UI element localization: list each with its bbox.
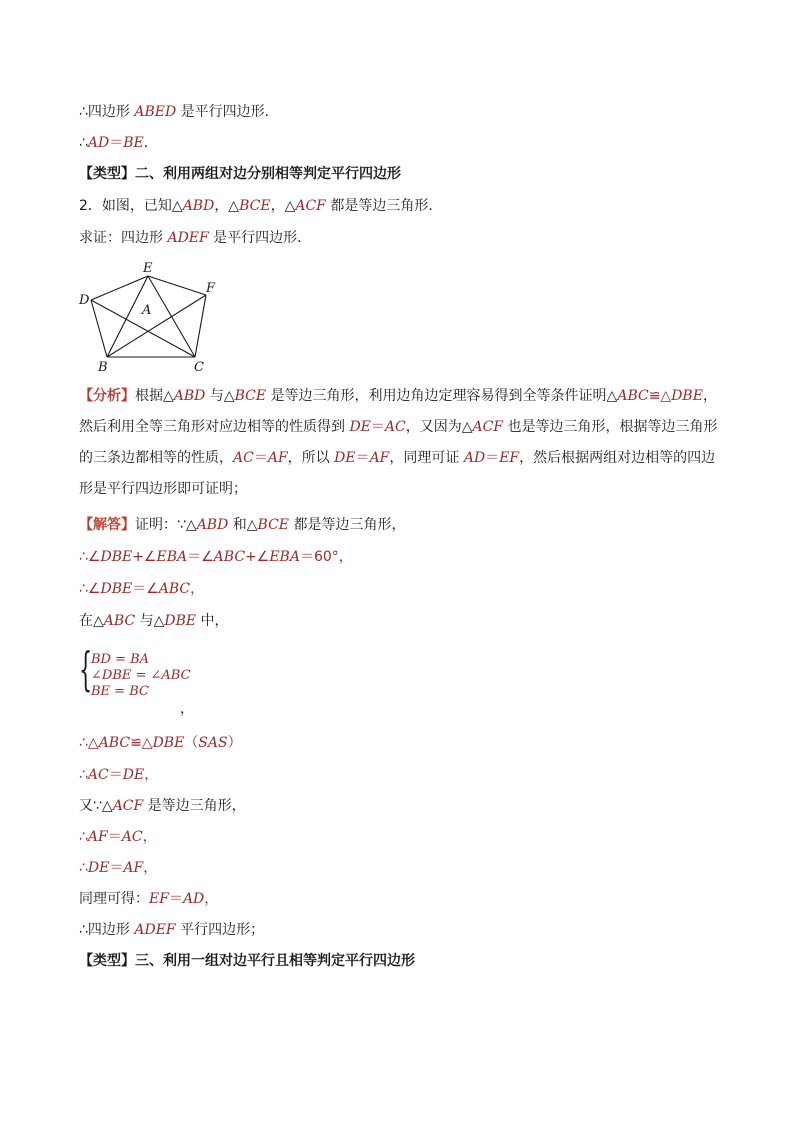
left-brace: { [79, 642, 93, 696]
segment-fc [195, 295, 206, 357]
math: DBE [100, 549, 133, 565]
solution-line-2 [79, 548, 353, 566]
text: 是平行四边形． [176, 104, 279, 120]
math: ABC [617, 388, 649, 404]
math: SAS [198, 735, 228, 751]
text: ∴∠ [79, 549, 101, 565]
math: AF [123, 860, 144, 876]
text: ） [227, 735, 242, 751]
math: ADEF [134, 922, 176, 938]
text: 都是等边三角形． [325, 198, 443, 214]
text: ∴ [79, 860, 88, 876]
text: ， [190, 581, 205, 597]
math: DBE [164, 613, 197, 629]
math: ABC [213, 549, 246, 565]
math: AD [87, 135, 110, 151]
solution-line-5 [79, 734, 242, 752]
solution-line-3 [79, 580, 204, 598]
text: 同理可得： [79, 891, 149, 907]
text: 求证：四边形 [79, 230, 168, 246]
text: ∴△ [79, 735, 99, 751]
math: ACF [112, 798, 144, 814]
text: 与△ [205, 388, 235, 404]
math: EF [499, 450, 520, 466]
text: ∴四边形 [79, 104, 135, 120]
text: 根据△ [135, 388, 174, 404]
text: ＝ [108, 767, 123, 783]
math: ＝ [109, 135, 124, 151]
solution-line-8 [79, 828, 157, 846]
math: EBA [156, 549, 188, 565]
analysis-paragraph [79, 381, 721, 505]
text: ∴ [79, 829, 88, 845]
section-heading-type-2 [79, 165, 401, 183]
question-prove [79, 229, 311, 247]
math: ABD [182, 198, 215, 214]
text: ，然后利用全等三角形对应边相等的性质得到 [79, 388, 717, 435]
text: ，所以 [287, 450, 335, 466]
math: AC [233, 450, 254, 466]
text: ， [143, 860, 158, 876]
question-intro [79, 197, 442, 215]
math: EBA [269, 549, 300, 565]
type-text: 三、利用一组对边平行且相等判定平行四边形 [135, 953, 415, 969]
label-f: F [206, 281, 216, 296]
text: ＝60°， [299, 549, 353, 565]
math: ABD [173, 388, 206, 404]
math: EF [149, 891, 169, 907]
solution-line-10 [79, 890, 218, 908]
conclusion-line-ad-be [79, 134, 158, 152]
text: ＝ [370, 419, 385, 435]
text: 是平行四边形． [208, 230, 312, 246]
text: 证明：∵△ [135, 517, 197, 533]
text: 是等边三角形，利用边角边定理容易得到全等条件证明△ [266, 388, 618, 404]
text: ． [143, 135, 158, 151]
solution-line-1 [79, 516, 405, 534]
text: ∴ [79, 767, 88, 783]
label-d: D [79, 293, 90, 308]
text: 是等边三角形， [143, 798, 246, 814]
geometry-figure [76, 258, 226, 376]
math: ABED [134, 104, 177, 120]
section-heading-type-3 [79, 952, 415, 970]
solution-line-6 [79, 766, 158, 784]
text: ，然后根据两组对边相等的四边形是平行四边形即可证明； [79, 450, 716, 497]
math: DE [349, 419, 371, 435]
label-a: A [142, 303, 152, 318]
math: DE [334, 450, 356, 466]
math: DE [122, 767, 145, 783]
text: ，△ [214, 198, 240, 214]
text: ，△ [270, 198, 296, 214]
text: 也是等边三角形，根据等边三角形的三条边都相等的性质， [79, 419, 718, 466]
solution-tag: 【解答】 [79, 517, 135, 533]
text: ＝ [168, 891, 183, 907]
math: AC [87, 767, 109, 783]
text: ∴四边形 [79, 922, 135, 938]
math: BCE [257, 517, 290, 533]
type-bracket: 【类型】 [79, 953, 135, 969]
text: 2．如图，已知△ [79, 198, 183, 214]
text: ＝ [253, 450, 268, 466]
text: ， [142, 829, 157, 845]
text: ＝∠ [187, 549, 214, 565]
system-comma: ， [180, 701, 194, 717]
math: ACF [472, 419, 504, 435]
text: 和△ [228, 517, 258, 533]
segment-ef [148, 276, 206, 295]
solution-line-11 [79, 921, 264, 939]
text: +∠ [245, 549, 270, 565]
analysis-tag: 【分析】 [79, 388, 135, 404]
math: BCE [239, 198, 271, 214]
type-text: 二、利用两组对边分别相等判定平行四边形 [135, 166, 401, 182]
math: AF [369, 450, 390, 466]
label-c: C [194, 360, 204, 375]
math: AD [182, 891, 205, 907]
type-bracket: 【类型】 [79, 166, 135, 182]
math: ADEF [167, 230, 209, 246]
text: ＝ [109, 860, 124, 876]
solution-line-9 [79, 859, 157, 877]
math: DBE [152, 735, 185, 751]
system-line-3: BE = BC [91, 684, 149, 699]
math: DBE [100, 581, 133, 597]
solution-line-4 [79, 612, 229, 630]
text: 与△ [135, 613, 165, 629]
text: 在△ [79, 613, 104, 629]
segment-de [91, 276, 148, 300]
math: AD [463, 450, 486, 466]
math: AF [267, 450, 288, 466]
text: ∴ [79, 135, 88, 151]
math: AC [121, 829, 143, 845]
math: DE [87, 860, 110, 876]
text: ， [204, 891, 219, 907]
text: 中， [196, 613, 229, 629]
text: （ [184, 735, 199, 751]
text: ≌△ [648, 388, 672, 404]
text: ＝ [107, 829, 122, 845]
text: ＝∠ [132, 581, 159, 597]
math: ACF [295, 198, 326, 214]
segment-db [91, 300, 107, 357]
solution-line-7 [79, 797, 246, 815]
math: DBE [671, 388, 703, 404]
segment-fb [107, 295, 206, 357]
text: ＝ [485, 450, 500, 466]
system-line-2: ∠DBE = ∠ABC [91, 668, 191, 683]
text: ，又因为△ [405, 419, 473, 435]
text: ，同理可证 [389, 450, 464, 466]
conclusion-line-abed [79, 103, 279, 121]
text: 都是等边三角形， [289, 517, 406, 533]
text: 又∵△ [79, 798, 113, 814]
label-b: B [98, 360, 108, 375]
system-line-1: BD = BA [91, 652, 150, 667]
text: 平行四边形； [175, 922, 265, 938]
math: ABC [98, 735, 131, 751]
math: BE [123, 135, 144, 151]
text: ∴∠ [79, 581, 101, 597]
text: +∠ [132, 549, 157, 565]
text: ＝ [355, 450, 370, 466]
equation-system [79, 642, 219, 702]
math: ABC [103, 613, 136, 629]
label-e: E [143, 261, 153, 276]
math: ABC [158, 581, 191, 597]
text: ≌△ [130, 735, 153, 751]
math: AC [384, 419, 406, 435]
math: BCE [234, 388, 267, 404]
math: ABD [196, 517, 229, 533]
text: ， [144, 767, 159, 783]
math: AF [87, 829, 108, 845]
